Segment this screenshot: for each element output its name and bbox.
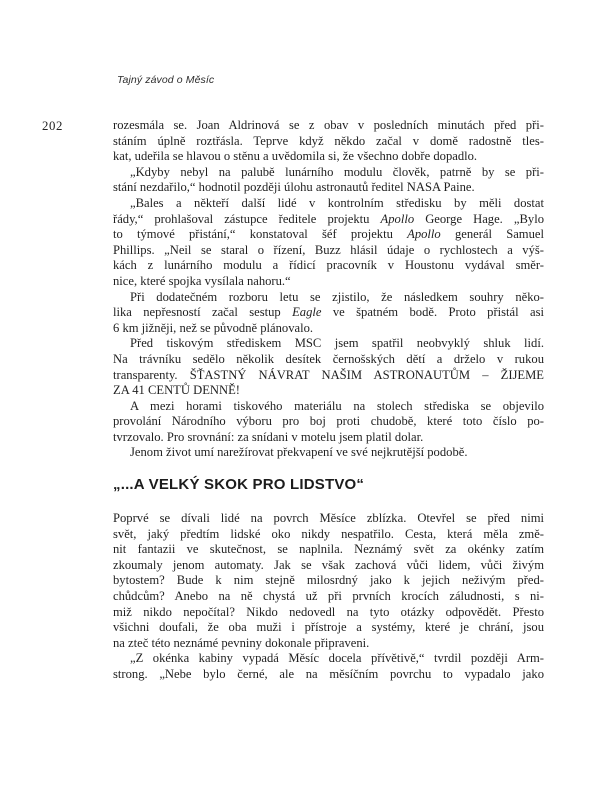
text-line: nit fantazii ve skutečnost, se naplnila. Neznámý svět za okénky zatím xyxy=(113,542,544,557)
text-line: kat, udeřila se hlavou o stěnu a uvědomila si, že všechno dobře dopadlo. xyxy=(113,149,478,164)
text-line: svět, jaký předtím lidské oko nikdy nespatřilo. Cesta, která měla změ- xyxy=(113,526,544,541)
text-line: zkoumaly jenom automaty. Jak se však zachová vůči lidem, vůči živým xyxy=(113,557,544,572)
text-line: všichni doufali, že oba muži i přístroje a systémy, které je chrání, jsou xyxy=(113,620,544,635)
text-line: Před tiskovým střediskem MSC jsem spatřil neobvyklý shluk lidí. xyxy=(130,336,544,351)
text-line: 6 km jižněji, než se původně plánovalo. xyxy=(113,320,314,335)
section-heading: „...A VELKÝ SKOK PRO LIDSTVO“ xyxy=(113,476,365,494)
paragraph xyxy=(113,511,544,651)
text-line: stáním úplně roztřásla. Teprve když někdo začal v domě radostně tles- xyxy=(113,133,544,148)
text-line: stání nezdařilo,“ hodnotil později úlohu astronautů ředitel NASA Paine. xyxy=(113,180,475,195)
text-line: transparenty. ŠŤASTNÝ NÁVRAT NAŠIM ASTRONAUTŮM – ŽIJEME xyxy=(113,367,544,382)
text-line: ZA 41 CENTŮ DENNĚ! xyxy=(113,383,240,398)
text-line: strong. „Nebe bylo černé, ale na měsíčním povrchu to vypadalo jako xyxy=(113,667,544,681)
text-line: lika nepřesností začal sestup Eagle ve špatném bodě. Proto přistál asi xyxy=(113,305,544,320)
text-line: tvrzovalo. Pro srovnání: za snídani v motelu jsem platil dolar. xyxy=(113,429,424,444)
page-number: 202 xyxy=(42,119,63,133)
text-line: miž nikdo nepočítal? Nikdo nedovedl na tyto otázky odpovědět. Přesto xyxy=(113,604,544,619)
paragraph xyxy=(113,336,544,398)
text-line: na zteč této neznámé pevniny dokonale připraveni. xyxy=(113,635,370,650)
paragraph xyxy=(113,399,544,446)
text-line: Na trávníku sedělo několik desítek černošských dětí a drželo v rukou xyxy=(113,351,544,366)
running-header: Tajný závod o Měsíc xyxy=(117,74,215,86)
text-line: řády,“ prohlašoval zástupce ředitele projektu Apollo George Hage. „Bylo xyxy=(113,211,544,226)
paragraph xyxy=(113,290,544,337)
text-line: Jenom život umí narežírovat překvapení ve své nejkrutější podobě. xyxy=(130,445,468,460)
text-block xyxy=(113,118,544,683)
paragraph xyxy=(113,445,544,461)
text-line: kách z lunárního modulu a řídicí pracovník v Houstonu vydával směr- xyxy=(113,258,544,273)
paragraph xyxy=(113,196,544,290)
text-line: „Bales a někteří další lidé v kontrolním středisku by měli dostat xyxy=(130,195,544,210)
text-line: Poprvé se dívali lidé na povrch Měsíce zblízka. Otevřel se před nimi xyxy=(113,511,544,526)
paragraph xyxy=(113,165,544,196)
text-line: A mezi horami tiskového materiálu na stolech střediska se objevilo xyxy=(130,398,544,413)
text-line: to týmové přistání,“ konstatoval šéf projektu Apollo generál Samuel xyxy=(113,227,544,242)
text-line: Phillips. „Neil se staral o řízení, Buzz hlásil údaje o rychlostech a výš- xyxy=(113,242,544,257)
paragraph xyxy=(113,651,544,682)
text-line: „Z okénka kabiny vypadá Měsíc docela přívětivě,“ tvrdil později Arm- xyxy=(130,651,544,666)
paragraph xyxy=(113,118,544,165)
text-line: „Kdyby nebyl na palubě lunárního modulu člověk, patrně by se při- xyxy=(130,164,544,179)
text-line: bytostem? Bude k nim stejně milosrdný jako k jejich neživým před- xyxy=(113,573,544,588)
text-line: chůdcům? Anebo na ně chystá už při prvních krocích záludnosti, s ni- xyxy=(113,589,544,604)
text-line: provolání Národního výboru pro boj proti chudobě, které toto číslo po- xyxy=(113,414,544,429)
text-line: nice, které spojka vysílala nahoru.“ xyxy=(113,273,291,288)
text-line: rozesmála se. Joan Aldrinová se z obav v posledních minutách před při- xyxy=(113,118,544,132)
text-line: Při dodatečném rozboru letu se zjistilo, že následkem souhry něko- xyxy=(130,289,544,304)
